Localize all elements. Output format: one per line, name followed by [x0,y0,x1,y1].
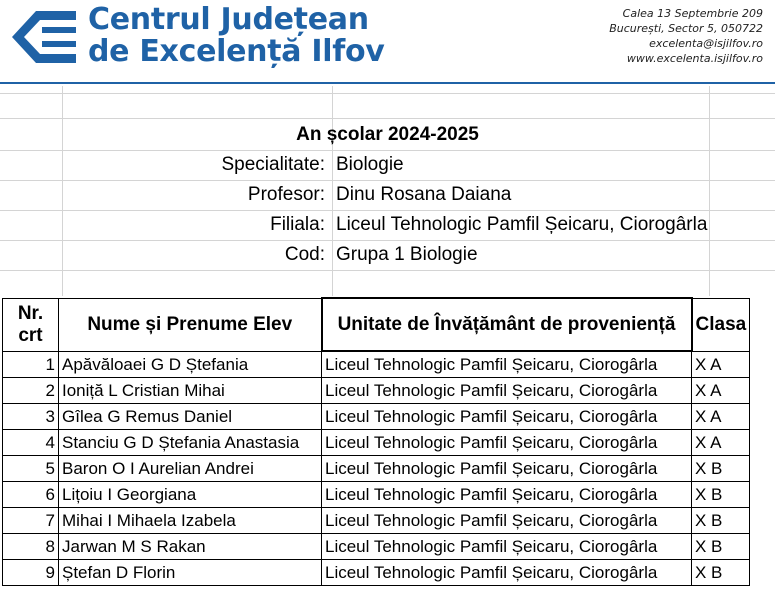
row-number-cell: 9 [3,560,59,586]
logo-text-line1: Centrul Județean [88,2,369,37]
student-name-cell: Mihai I Mihaela Izabela [59,508,322,534]
address-block [609,6,763,66]
student-name-cell: Ioniță L Cristian Mihai [59,378,322,404]
address-street: Calea 13 Septembrie 209 [622,7,763,20]
student-name-cell: Baron O I Aurelian Andrei [59,456,322,482]
gridline [0,150,775,151]
school-cell: Liceul Tehnologic Pamfil Șeicaru, Ciorogârla [322,534,692,560]
school-cell: Liceul Tehnologic Pamfil Șeicaru, Ciorogârla [322,560,692,586]
letterhead [0,0,775,80]
student-name-cell: Ștefan D Florin [59,560,322,586]
class-cell: X A [692,404,750,430]
header-student-name: Nume și Prenume Elev [59,298,322,351]
header-school: Unitate de Învățământ de proveniență [322,298,692,351]
branch-value: Liceul Tehnologic Pamfil Șeicaru, Ciorogârla [336,214,708,235]
table-row [3,482,750,508]
class-cell: X B [692,534,750,560]
school-cell: Liceul Tehnologic Pamfil Șeicaru, Ciorogârla [322,351,692,378]
code-label: Cod: [284,244,325,265]
student-name-cell: Stanciu G D Ștefania Anastasia [59,430,322,456]
student-name-cell: Gîlea G Remus Daniel [59,404,322,430]
specialty-label: Specialitate: [221,154,325,175]
ce-logo-icon [6,7,80,67]
school-cell: Liceul Tehnologic Pamfil Șeicaru, Ciorogârla [322,378,692,404]
class-cell: X B [692,482,750,508]
class-cell: X B [692,456,750,482]
table-row [3,534,750,560]
table-row [3,560,750,586]
teacher-label: Profesor: [247,184,325,205]
gridline [0,240,775,241]
row-number-cell: 5 [3,456,59,482]
header-class: Clasa [692,298,750,351]
class-cell: X B [692,560,750,586]
header-divider [0,82,775,84]
row-number-cell: 4 [3,430,59,456]
code-value: Grupa 1 Biologie [336,244,478,265]
student-name-cell: Jarwan M S Rakan [59,534,322,560]
school-year-title: An școlar 2024-2025 [296,124,479,145]
address-city: București, Sector 5, 050722 [609,22,763,35]
student-name-cell: Lițoiu I Georgiana [59,482,322,508]
address-email: excelenta@isjilfov.ro [649,37,763,50]
table-row [3,456,750,482]
teacher-value: Dinu Rosana Daiana [336,184,512,205]
row-number-cell: 6 [3,482,59,508]
school-cell: Liceul Tehnologic Pamfil Șeicaru, Ciorogârla [322,404,692,430]
gridline [0,210,775,211]
student-name-cell: Apăvăloaei G D Ștefania [59,351,322,378]
class-cell: X A [692,351,750,378]
row-number-cell: 7 [3,508,59,534]
row-number-cell: 2 [3,378,59,404]
table-row [3,430,750,456]
gridline [0,270,775,271]
table-row [3,378,750,404]
table-row [3,404,750,430]
address-website: www.excelenta.isjilfov.ro [626,52,763,65]
gridline [0,93,775,94]
logo-text-line2: de Excelență Ilfov [88,34,385,69]
branch-label: Filiala: [270,214,325,235]
gridline [0,180,775,181]
class-cell: X A [692,378,750,404]
class-cell: X A [692,430,750,456]
school-cell: Liceul Tehnologic Pamfil Șeicaru, Ciorogârla [322,508,692,534]
gridline [0,118,775,119]
row-number-cell: 8 [3,534,59,560]
row-number-cell: 1 [3,351,59,378]
specialty-value: Biologie [336,154,404,175]
table-row [3,508,750,534]
school-cell: Liceul Tehnologic Pamfil Șeicaru, Ciorogârla [322,482,692,508]
header-nr-crt: Nr. crt [3,298,59,351]
table-row [3,351,750,378]
row-number-cell: 3 [3,404,59,430]
school-cell: Liceul Tehnologic Pamfil Șeicaru, Ciorogârla [322,430,692,456]
school-cell: Liceul Tehnologic Pamfil Șeicaru, Ciorogârla [322,456,692,482]
class-cell: X B [692,508,750,534]
students-table [2,297,750,586]
table-header-row [3,298,750,351]
